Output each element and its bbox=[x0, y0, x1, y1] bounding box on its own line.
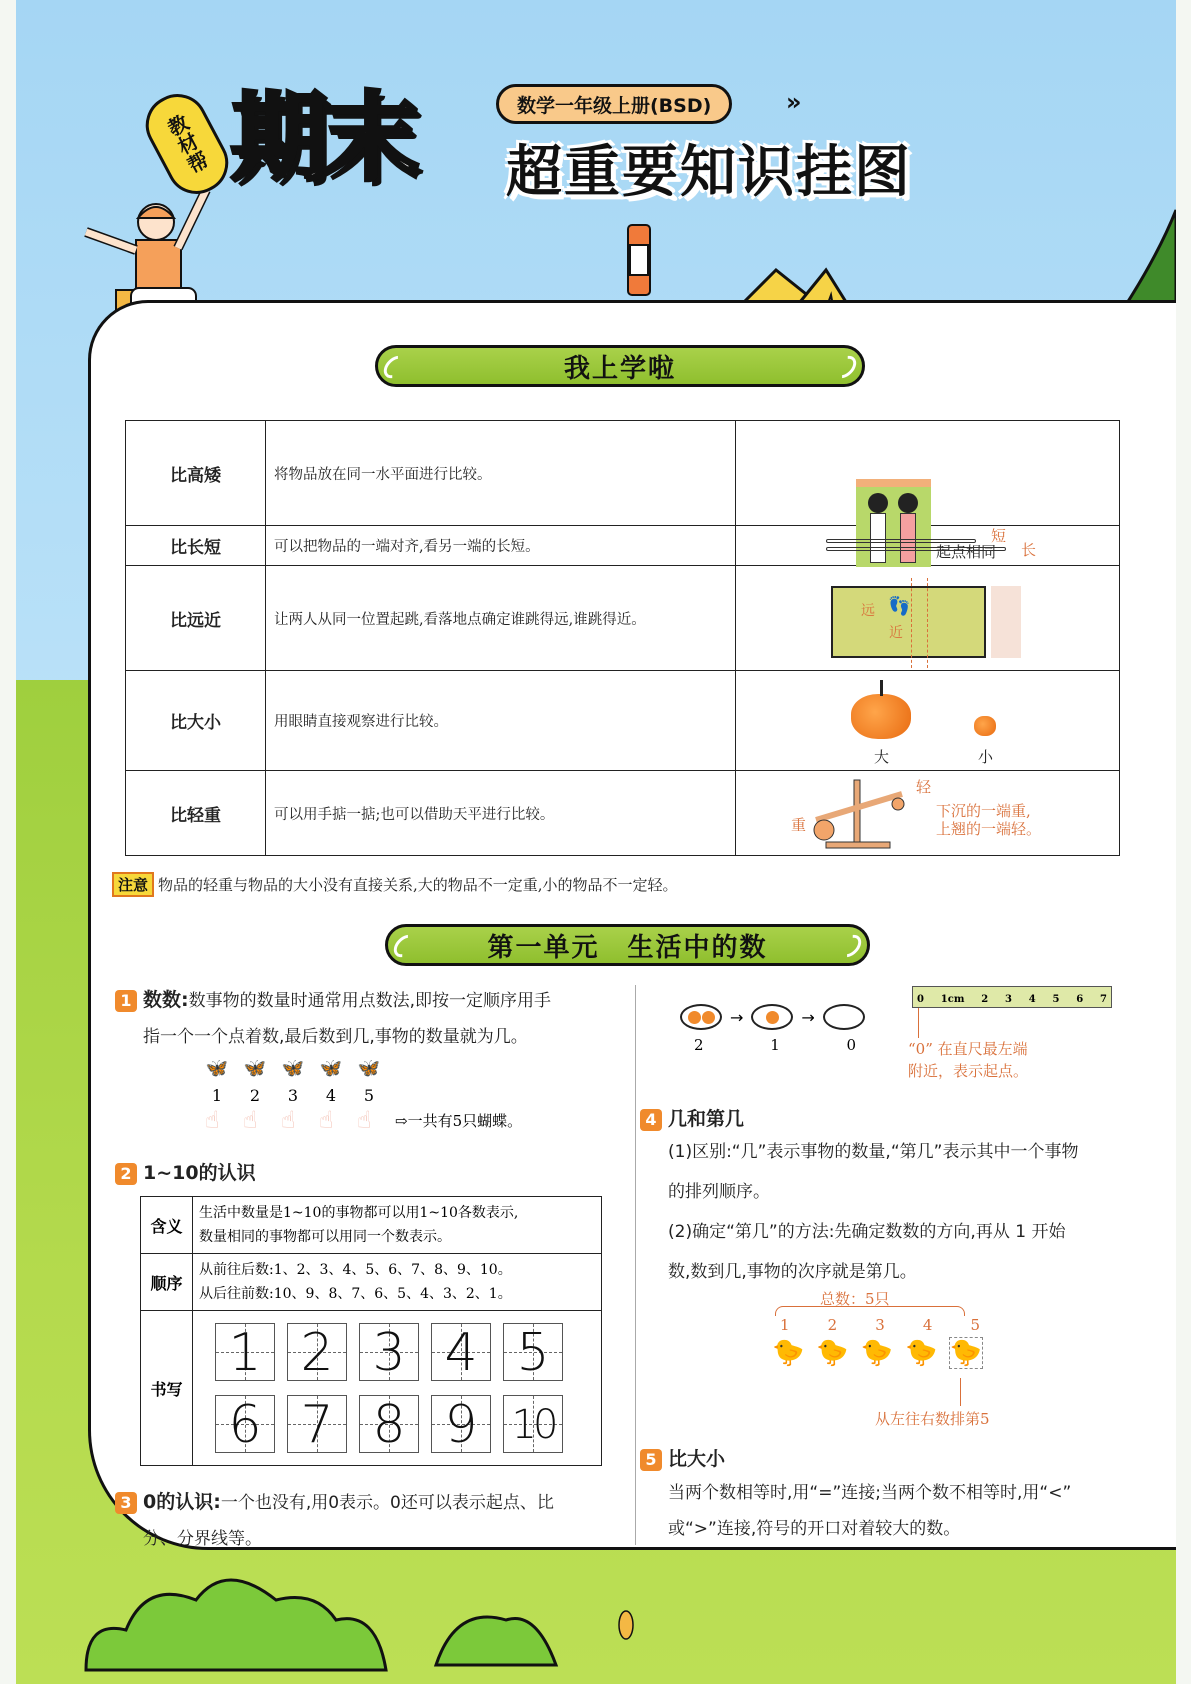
row-label: 比高矮 bbox=[126, 421, 266, 526]
ruler-tick: 5 bbox=[1052, 994, 1060, 1005]
long-stick bbox=[826, 547, 1006, 551]
digit-cell: 7 bbox=[287, 1395, 347, 1453]
jump-field bbox=[831, 586, 986, 658]
balance-caption-2: 上翘的一端轻。 bbox=[936, 820, 1042, 838]
table-row bbox=[141, 1254, 602, 1311]
row-label: 比远近 bbox=[126, 566, 266, 671]
duck-number: 3 bbox=[875, 1316, 885, 1334]
row-label: 比大小 bbox=[126, 671, 266, 771]
duck-numbers bbox=[780, 1316, 980, 1334]
footprint-icon: 👣 bbox=[888, 596, 911, 617]
pointing-finger-icon: ☝ bbox=[319, 1106, 334, 1134]
butterfly-icon: 🦋 bbox=[205, 1058, 229, 1079]
arrow-right-icon: → bbox=[801, 1007, 815, 1027]
order-line: 从后往前数:10、9、8、7、6、5、4、3、2、1。 bbox=[199, 1286, 512, 1302]
empty-oval bbox=[823, 1004, 865, 1030]
ruler-tick: 1cm bbox=[940, 994, 965, 1005]
item-text: (1)区别:“几”表示事物的数量,“第几”表示其中一个事物 bbox=[668, 1142, 1079, 1162]
item-heading: 1~10的认识 bbox=[143, 1162, 256, 1184]
count-number: 1 bbox=[211, 1086, 223, 1105]
title-main: 期末 bbox=[231, 82, 415, 194]
item-heading: 比大小 bbox=[668, 1448, 726, 1470]
item-zero bbox=[115, 1484, 630, 1557]
zero-sequence-diagram bbox=[680, 1004, 865, 1030]
pointing-finger-icon: ☝ bbox=[205, 1106, 220, 1134]
item-text: 数事物的数量时通常用点数法,即按一定顺序用手 bbox=[188, 991, 552, 1011]
sequence-label: 0 bbox=[846, 1036, 856, 1054]
meaning-line: 数量相同的事物都可以用同一个数表示。 bbox=[199, 1229, 451, 1245]
item-text: 指一个一个点着数,最后数到几,事物的数量就为几。 bbox=[143, 1027, 528, 1047]
bracket-right-icon bbox=[829, 351, 860, 382]
ruler-note-line: 附近，表示起点。 bbox=[908, 1062, 1029, 1080]
ruler-tick: 3 bbox=[1004, 994, 1012, 1005]
duck-icon: 🐤 bbox=[772, 1338, 805, 1368]
row-illustration bbox=[736, 526, 1120, 566]
digit-cell: 3 bbox=[359, 1323, 419, 1381]
item-text: 数,数到几,事物的次序就是第几。 bbox=[668, 1262, 917, 1282]
sequence-labels bbox=[680, 1036, 870, 1054]
number-badge: 3 bbox=[115, 1492, 137, 1514]
count-number: 2 bbox=[249, 1086, 261, 1105]
number-badge: 2 bbox=[115, 1163, 137, 1185]
comparison-table bbox=[125, 420, 1120, 856]
butterfly-icon: 🦋 bbox=[357, 1058, 381, 1079]
note bbox=[112, 872, 678, 897]
note-badge: 注意 bbox=[112, 872, 154, 897]
table-row bbox=[126, 566, 1120, 671]
meaning-label: 含义 bbox=[141, 1197, 193, 1254]
meaning-value bbox=[193, 1197, 602, 1254]
ruler-tick: 2 bbox=[981, 994, 989, 1005]
row-description: 让两人从同一位置起跳,看落地点确定谁跳得远,谁跳得近。 bbox=[266, 566, 736, 671]
item-ordinal-body bbox=[668, 1132, 1148, 1292]
count-numbers bbox=[205, 1086, 381, 1105]
ruler-icon bbox=[912, 986, 1112, 1008]
table-row bbox=[126, 771, 1120, 856]
column-divider bbox=[635, 985, 636, 1545]
writing-label: 书写 bbox=[141, 1311, 193, 1466]
section-banner-school bbox=[375, 345, 865, 387]
number-badge: 4 bbox=[640, 1109, 662, 1131]
bracket-right-icon bbox=[834, 930, 865, 961]
row-illustration bbox=[736, 421, 1120, 561]
table-row bbox=[141, 1311, 602, 1466]
section-title: 我上学啦 bbox=[563, 353, 676, 384]
duck-number: 2 bbox=[827, 1316, 838, 1334]
row-description: 可以把物品的一端对齐,看另一端的长短。 bbox=[266, 526, 736, 566]
pointing-fingers bbox=[205, 1106, 381, 1134]
near-label: 近 bbox=[889, 625, 903, 641]
row-description: 用眼睛直接观察进行比较。 bbox=[266, 671, 736, 771]
double-chevron-icon: » bbox=[786, 88, 802, 116]
table-row bbox=[141, 1197, 602, 1254]
ruler-tick: 6 bbox=[1076, 994, 1084, 1005]
balance-caption-1: 下沉的一端重, bbox=[936, 802, 1031, 820]
subject-pill: 数学一年级上册(BSD) bbox=[496, 84, 732, 124]
brand-tag-text: 教材帮 bbox=[161, 110, 212, 178]
digit-cell: 9 bbox=[431, 1395, 491, 1453]
item-text: 或“>”连接,符号的开口对着较大的数。 bbox=[668, 1519, 961, 1539]
butterfly-row bbox=[205, 1058, 381, 1079]
digit-cell: 6 bbox=[215, 1395, 275, 1453]
row-label: 比轻重 bbox=[126, 771, 266, 856]
big-label: 大 bbox=[874, 747, 890, 766]
note-text: 物品的轻重与物品的大小没有直接关系,大的物品不一定重,小的物品不一定轻。 bbox=[158, 876, 678, 894]
bracket-left-icon bbox=[379, 351, 410, 382]
heavy-label: 重 bbox=[791, 816, 807, 834]
item-compare-body bbox=[668, 1475, 1148, 1547]
duck-row bbox=[772, 1338, 982, 1368]
balance-scale-icon bbox=[806, 776, 916, 852]
row-description: 将物品放在同一水平面进行比较。 bbox=[266, 421, 736, 526]
item-ordinal-heading bbox=[640, 1104, 744, 1131]
duck-icon: 🐤 bbox=[816, 1338, 849, 1368]
item-text: 的排列顺序。 bbox=[668, 1182, 770, 1202]
table-row bbox=[126, 526, 1120, 566]
same-start-caption: 起点相同 bbox=[936, 543, 997, 561]
item-counting bbox=[115, 982, 625, 1055]
duck-number: 5 bbox=[970, 1316, 980, 1334]
footprint-legend bbox=[991, 586, 1021, 658]
pointing-finger-icon: ☝ bbox=[281, 1106, 296, 1134]
digit-cell: 2 bbox=[287, 1323, 347, 1381]
row-illustration bbox=[736, 671, 1120, 771]
item-text: 当两个数相等时,用“=”连接;当两个数不相等时,用“<” bbox=[668, 1483, 1072, 1503]
duck-icon: 🐤 bbox=[860, 1338, 894, 1368]
ruler-pointer-line bbox=[918, 1008, 919, 1038]
bracket-left-icon bbox=[389, 930, 420, 961]
arrow-right-icon: → bbox=[730, 1007, 744, 1027]
number-badge: 5 bbox=[640, 1449, 662, 1471]
item-1-10-heading bbox=[115, 1158, 256, 1185]
butterfly-icon: 🦋 bbox=[319, 1058, 343, 1079]
sequence-label: 2 bbox=[694, 1036, 704, 1054]
item-heading: 几和第几 bbox=[668, 1108, 745, 1130]
row-label: 比长短 bbox=[126, 526, 266, 566]
row-illustration bbox=[736, 566, 1120, 671]
numbers-table bbox=[140, 1196, 602, 1466]
ruler-note-line: “0” 在直尺最左端 bbox=[908, 1040, 1028, 1058]
digit-cell: 10 bbox=[503, 1395, 563, 1453]
digit-cell: 1 bbox=[215, 1323, 275, 1381]
small-pumpkin-icon bbox=[974, 716, 996, 736]
pointer-arrow bbox=[960, 1378, 961, 1406]
ruler-tick: 0 bbox=[917, 994, 924, 1005]
item-compare-heading bbox=[640, 1444, 725, 1471]
total-brace bbox=[775, 1306, 965, 1316]
bushes-illustration bbox=[56, 1570, 656, 1680]
digit-cell: 8 bbox=[359, 1395, 419, 1453]
ordinal-note: 从左往右数排第5 bbox=[875, 1410, 990, 1428]
count-number: 4 bbox=[325, 1086, 337, 1105]
two-dots-oval bbox=[680, 1004, 722, 1030]
sequence-label: 1 bbox=[770, 1036, 780, 1054]
duck-icon-highlighted: 🐤 bbox=[949, 1338, 982, 1368]
small-label: 小 bbox=[978, 747, 994, 766]
row-illustration bbox=[736, 771, 1120, 856]
duck-number: 4 bbox=[922, 1316, 933, 1334]
pointing-finger-icon: ☝ bbox=[357, 1106, 372, 1134]
duck-number: 1 bbox=[780, 1316, 790, 1334]
item-heading: 数数: bbox=[143, 989, 189, 1011]
ruler-note bbox=[908, 1038, 1028, 1082]
duck-icon: 🐤 bbox=[905, 1338, 938, 1368]
light-label: 轻 bbox=[916, 778, 932, 796]
section-banner-unit1 bbox=[385, 924, 870, 966]
ruler-tick: 7 bbox=[1100, 994, 1107, 1005]
table-row bbox=[126, 671, 1120, 771]
title-subtitle: 超重要知识挂图 bbox=[506, 140, 912, 205]
butterfly-icon: 🦋 bbox=[243, 1058, 267, 1079]
number-badge: 1 bbox=[115, 990, 137, 1012]
row-description: 可以用手掂一掂;也可以借助天平进行比较。 bbox=[266, 771, 736, 856]
total-label: 总数：5只 bbox=[820, 1290, 890, 1308]
item-text: 一个也没有,用0表示。0还可以表示起点、比 bbox=[220, 1493, 554, 1513]
butterfly-icon: 🦋 bbox=[281, 1058, 305, 1079]
long-label: 长 bbox=[1021, 540, 1037, 559]
meaning-line: 生活中数量是1~10的事物都可以用1~10各数表示, bbox=[199, 1205, 519, 1221]
digit-cell: 4 bbox=[431, 1323, 491, 1381]
table-row bbox=[126, 421, 1120, 526]
pointing-finger-icon: ☝ bbox=[243, 1106, 258, 1134]
count-conclusion: ⇨一共有5只蝴蝶。 bbox=[395, 1112, 523, 1130]
far-label: 远 bbox=[861, 603, 875, 619]
section-title: 第一单元 生活中的数 bbox=[487, 932, 768, 963]
one-dot-oval bbox=[751, 1004, 793, 1030]
digit-cell: 5 bbox=[503, 1323, 563, 1381]
order-value bbox=[193, 1254, 602, 1311]
count-number: 3 bbox=[287, 1086, 299, 1105]
order-label: 顺序 bbox=[141, 1254, 193, 1311]
item-text: (2)确定“第几”的方法:先确定数数的方向,再从 1 开始 bbox=[668, 1222, 1066, 1242]
ruler-tick: 4 bbox=[1028, 994, 1036, 1005]
order-line: 从前往后数:1、2、3、4、5、6、7、8、9、10。 bbox=[199, 1262, 512, 1278]
short-label: 短 bbox=[991, 526, 1007, 545]
short-stick bbox=[826, 539, 976, 543]
count-number: 5 bbox=[363, 1086, 375, 1105]
big-pumpkin-icon bbox=[851, 694, 911, 739]
writing-grid bbox=[193, 1311, 602, 1466]
item-text: 分、分界线等。 bbox=[143, 1529, 262, 1549]
item-heading: 0的认识: bbox=[143, 1491, 221, 1513]
